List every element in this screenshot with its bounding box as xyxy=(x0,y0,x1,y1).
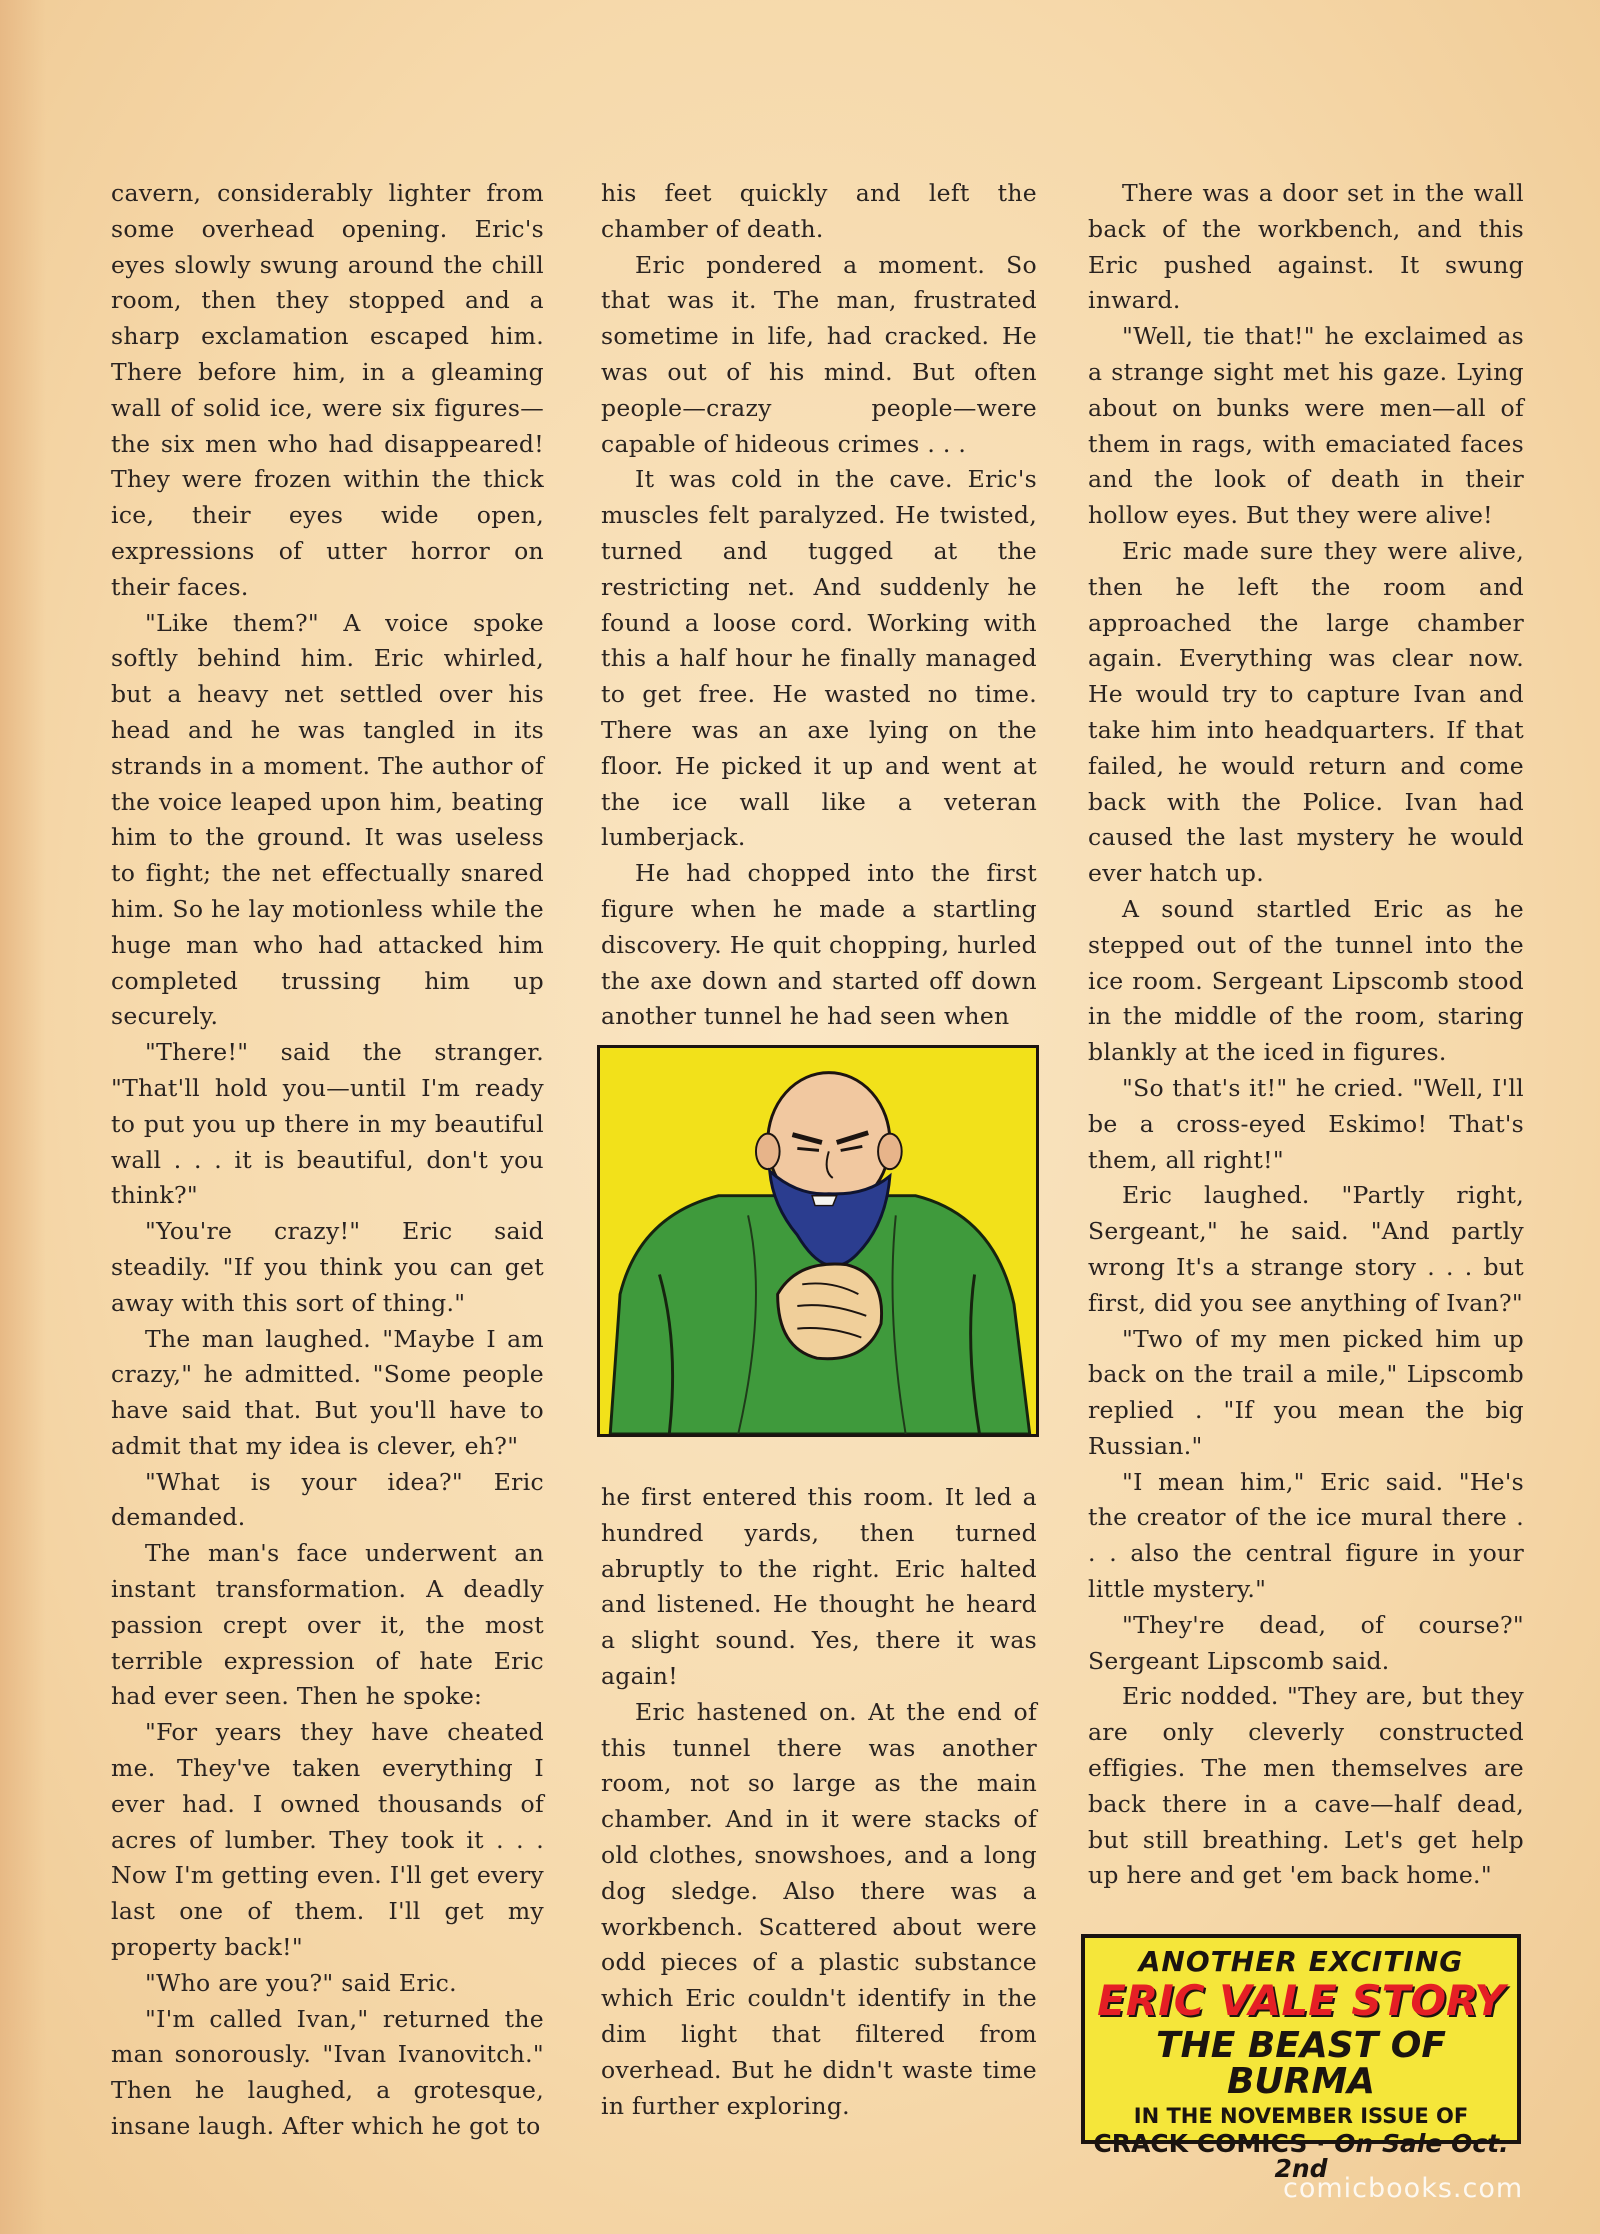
paragraph: "So that's it!" he cried. "Well, I'll be a cross-eyed Eskimo! That's them, all right!" xyxy=(1088,1073,1524,1174)
text-column-2-top xyxy=(601,176,1037,1035)
paragraph: he first entered this room. It led a hundred yards, then turned abruptly to the right. Eric halted and listened. He thought he heard a slight sound. Yes, there it was again! xyxy=(601,1483,1037,1690)
promo-magazine-name: CRACK COMICS xyxy=(1093,2129,1308,2158)
paragraph: A sound startled Eric as he stepped out of the tunnel into the ice room. Sergeant Lipscomb stood in the middle of the room, staring blankly at the iced in figures. xyxy=(1088,894,1524,1067)
paragraph: "I mean him," Eric said. "He's the creator of the ice mural there . . . also the central figure in your little mystery." xyxy=(1088,1467,1524,1604)
paragraph: "Two of my men picked him up back on the trail a mile," Lipscomb replied . "If you mean the big Russian." xyxy=(1088,1324,1524,1460)
text-column-1 xyxy=(111,176,544,2145)
site-watermark: comicbooks.com xyxy=(1283,2173,1524,2204)
promo-line-4: IN THE NOVEMBER ISSUE OF xyxy=(1133,2104,1469,2128)
paragraph: The man laughed. "Maybe I am crazy," he admitted. "Some people have said that. But you'll have to admit that my idea is clever, eh?" xyxy=(111,1324,544,1460)
paragraph: "Well, tie that!" he exclaimed as a strange sight met his gaze. Lying about on bunks were men—all of them in rags, with emaciated faces and the look of death in their hollow eyes. But they were alive! xyxy=(1088,322,1524,530)
bald-bearded-man-illustration xyxy=(600,1048,1036,1434)
paragraph: "What is your idea?" Eric demanded. xyxy=(111,1467,544,1532)
paragraph: Eric hastened on. At the end of this tunnel there was another room, not so large as the main chamber. And in it were stacks of old clothes, snowshoes, and a long dog sledge. Also there was a workbench. Scattered about were odd pieces of a plastic substance which Eric couldn't identify in the dim light that filtered from overhead. But he didn't waste time in further exploring. xyxy=(601,1697,1037,2120)
paragraph: "You're crazy!" Eric said steadily. "If you think you can get away with this sort of thing." xyxy=(111,1217,544,1317)
paragraph: There was a door set in the wall back of the workbench, and this Eric pushed against. It swung inward. xyxy=(1088,179,1524,315)
paragraph: "Like them?" A voice spoke softly behind him. Eric whirled, but a heavy net settled over his head and he was tangled in its strands in a moment. The author of the voice leaped upon him, beating him to the ground. It was useless to fight; the net effectually snared him. So he lay motionless while the huge man who had attacked him completed trussing him up securely. xyxy=(111,608,544,1031)
paragraph: Eric made sure they were alive, then he left the room and approached the large chamber again. Everything was clear now. He would try to capture Ivan and take him into headquarters. If that failed, he would return and come back with the Police. Ivan had caused the last mystery he would ever hatch up. xyxy=(1088,536,1524,888)
paragraph: Eric laughed. "Partly right, Sergeant," he said. "And partly wrong It's a strange story . . . but first, did you see anything of Ivan?" xyxy=(1088,1181,1524,1317)
paragraph: Eric pondered a moment. So that was it. The man, frustrated sometime in life, had cracked. He was out of his mind. But often people—crazy people—were capable of hideous crimes . . . xyxy=(601,250,1037,458)
paragraph: "For years they have cheated me. They've taken everything I ever had. I owned thousands of acres of lumber. They took it . . . Now I'm getting even. I'll get every last one of them. I'll get my property back!" xyxy=(111,1718,544,1962)
paragraph: "There!" said the stranger. "That'll hold you—until I'm ready to put you up there in my beautiful wall . . . it is beautiful, don't you think?" xyxy=(111,1038,544,1210)
paragraph: "I'm called Ivan," returned the man sonorously. "Ivan Ivanovitch." Then he laughed, a grotesque, insane laugh. After which he got to xyxy=(111,2004,544,2141)
promo-line-5: CRACK COMICS · On Sale Oct. 2nd xyxy=(1093,2129,1509,2183)
next-issue-promo-box xyxy=(1081,1934,1521,2183)
promo-line-2: ERIC VALE STORY xyxy=(1097,1976,1505,2025)
paragraph: The man's face underwent an instant transformation. A deadly passion crept over it, the most terrible expression of hate Eric had ever seen. Then he spoke: xyxy=(111,1539,544,1711)
promo-sale-date: On Sale Oct. 2nd xyxy=(1274,2129,1509,2183)
paragraph: his feet quickly and left the chamber of death. xyxy=(601,179,1037,243)
text-column-2-bottom xyxy=(601,1480,1037,2124)
promo-line-1: ANOTHER EXCITING xyxy=(1138,1945,1464,1978)
paragraph: It was cold in the cave. Eric's muscles felt paralyzed. He twisted, turned and tugged at the restricting net. And suddenly he found a loose cord. Working with this a half hour he finally managed to get free. He wasted no time. There was an axe lying on the floor. He picked it up and went at the ice wall like a veteran lumberjack. xyxy=(601,465,1037,852)
paragraph: "They're dead, of course?" Sergeant Lipscomb said. xyxy=(1088,1610,1524,1675)
illustration-panel xyxy=(597,1045,1039,1437)
paragraph: "Who are you?" said Eric. xyxy=(145,1968,457,1997)
paragraph: He had chopped into the first figure when he made a startling discovery. He quit chopping, hurled the axe down and started off down another tunnel he had seen when xyxy=(601,859,1037,1031)
paragraph: Eric nodded. "They are, but they are only cleverly constructed effigies. The men themselves are back there in a cave—half dead, but still breathing. Let's get help up here and get 'em back home." xyxy=(1088,1682,1524,1890)
promo-line-3: THE BEAST OF BURMA xyxy=(1156,2025,1446,2102)
page-edge-stain xyxy=(0,0,46,2234)
text-column-3 xyxy=(1088,176,1524,1894)
paragraph: cavern, considerably lighter from some overhead opening. Eric's eyes slowly swung around the chill room, then they stopped and a sharp exclamation escaped him. There before him, in a gleaming wall of solid ice, were six figures—the six men who had disappeared! They were frozen within the thick ice, their eyes wide open, expressions of utter horror on their faces. xyxy=(111,179,544,601)
